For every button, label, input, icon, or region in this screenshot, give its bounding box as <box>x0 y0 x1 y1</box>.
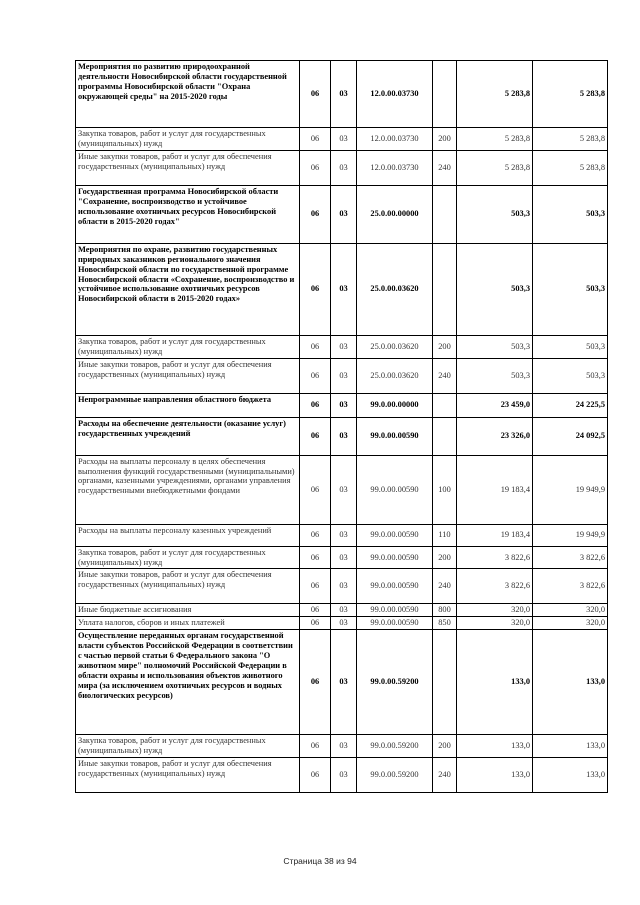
row-rz-cell: 06 <box>300 569 331 604</box>
row-pr-cell: 03 <box>331 758 357 793</box>
row-sum-2024-cell: 5 283,8 <box>533 128 608 151</box>
row-sum-2023-cell: 133,0 <box>457 735 533 758</box>
row-name-cell: Расходы на выплаты персоналу казенных учреждений <box>76 524 300 546</box>
row-name-cell: Закупка товаров, работ и услуг для государственных (муниципальных) нужд <box>76 546 300 569</box>
row-sum-2023-cell: 3 822,6 <box>457 546 533 569</box>
row-vr-cell: 200 <box>433 335 457 358</box>
row-rz-cell: 06 <box>300 546 331 569</box>
table-row <box>76 617 608 630</box>
row-sum-2024-cell: 320,0 <box>533 604 608 617</box>
row-sum-2024-cell: 133,0 <box>533 735 608 758</box>
table-row <box>76 524 608 546</box>
row-name-cell: Расходы на выплаты персоналу в целях обеспечения выполнения функций государственными (муниципальными) органами, казенными учреждениями, органами управления государственными внебюджетными фондами <box>76 455 300 524</box>
row-rz-cell: 06 <box>300 61 331 128</box>
row-sum-2024-cell: 503,3 <box>533 335 608 358</box>
row-csr-cell: 99.0.00.59200 <box>357 758 433 793</box>
row-csr-cell: 12.0.00.03730 <box>357 61 433 128</box>
row-rz-cell: 06 <box>300 150 331 185</box>
table-row <box>76 358 608 393</box>
row-vr-cell: 240 <box>433 358 457 393</box>
row-vr-cell: 800 <box>433 604 457 617</box>
row-vr-cell <box>433 417 457 455</box>
row-sum-2023-cell: 23 459,0 <box>457 393 533 417</box>
row-sum-2023-cell: 503,3 <box>457 335 533 358</box>
row-csr-cell: 12.0.00.03730 <box>357 150 433 185</box>
row-csr-cell: 25.0.00.03620 <box>357 335 433 358</box>
row-vr-cell: 200 <box>433 735 457 758</box>
row-sum-2024-cell: 3 822,6 <box>533 569 608 604</box>
row-name-cell: Иные закупки товаров, работ и услуг для обеспечения государственных (муниципальных) нужд <box>76 150 300 185</box>
row-rz-cell: 06 <box>300 358 331 393</box>
row-name-cell: Иные закупки товаров, работ и услуг для обеспечения государственных (муниципальных) нужд <box>76 758 300 793</box>
row-sum-2023-cell: 23 326,0 <box>457 417 533 455</box>
row-vr-cell: 100 <box>433 455 457 524</box>
row-csr-cell: 99.0.00.00590 <box>357 546 433 569</box>
row-vr-cell <box>433 393 457 417</box>
table-row <box>76 185 608 243</box>
row-sum-2024-cell: 503,3 <box>533 185 608 243</box>
row-name-cell: Иные закупки товаров, работ и услуг для обеспечения государственных (муниципальных) нужд <box>76 358 300 393</box>
row-name-cell: Закупка товаров, работ и услуг для государственных (муниципальных) нужд <box>76 735 300 758</box>
table-row <box>76 735 608 758</box>
row-sum-2024-cell: 19 949,9 <box>533 524 608 546</box>
row-csr-cell: 12.0.00.03730 <box>357 128 433 151</box>
row-rz-cell: 06 <box>300 735 331 758</box>
row-name-cell: Уплата налогов, сборов и иных платежей <box>76 617 300 630</box>
row-pr-cell: 03 <box>331 569 357 604</box>
table-row <box>76 61 608 128</box>
row-sum-2023-cell: 5 283,8 <box>457 128 533 151</box>
row-vr-cell <box>433 630 457 735</box>
row-sum-2024-cell: 5 283,8 <box>533 61 608 128</box>
row-name-cell: Осуществление переданных органам государственной власти субъектов Российской Федерации в соответствии с частью первой статьи 6 Федерального закона "О животном мире" полномочий Российской Федерации в области охраны и использования объектов животного мира (за исключением охотничьих ресурсов и водных биологических ресурсов) <box>76 630 300 735</box>
table-row <box>76 393 608 417</box>
row-rz-cell: 06 <box>300 455 331 524</box>
row-name-cell: Мероприятия по развитию природоохранной деятельности Новосибирской области государственной программы Новосибирской области "Охрана окружающей среды" на 2015-2020 годы <box>76 61 300 128</box>
table-body <box>76 61 608 793</box>
row-csr-cell: 25.0.00.00000 <box>357 185 433 243</box>
row-pr-cell: 03 <box>331 358 357 393</box>
row-csr-cell: 99.0.00.00000 <box>357 393 433 417</box>
page-number: Страница 38 из 94 <box>283 856 357 866</box>
row-pr-cell: 03 <box>331 617 357 630</box>
table-row <box>76 243 608 335</box>
table-row <box>76 569 608 604</box>
table-row <box>76 758 608 793</box>
table-row <box>76 604 608 617</box>
row-sum-2023-cell: 5 283,8 <box>457 150 533 185</box>
row-csr-cell: 99.0.00.59200 <box>357 630 433 735</box>
row-name-cell: Закупка товаров, работ и услуг для государственных (муниципальных) нужд <box>76 128 300 151</box>
row-csr-cell: 99.0.00.00590 <box>357 524 433 546</box>
row-pr-cell: 03 <box>331 185 357 243</box>
row-sum-2023-cell: 133,0 <box>457 758 533 793</box>
budget-table <box>75 60 608 793</box>
row-name-cell: Мероприятия по охране, развитию государственных природных заказников регионального значения Новосибирской области по государственной программе Новосибирской области «Сохранение, воспроизводство и устойчивое использование охотничьих ресурсов Новосибирской области в 2015-2020 годах» <box>76 243 300 335</box>
row-csr-cell: 99.0.00.00590 <box>357 455 433 524</box>
row-sum-2023-cell: 3 822,6 <box>457 569 533 604</box>
table-row <box>76 455 608 524</box>
row-sum-2023-cell: 503,3 <box>457 243 533 335</box>
row-sum-2023-cell: 320,0 <box>457 617 533 630</box>
row-vr-cell <box>433 185 457 243</box>
row-pr-cell: 03 <box>331 455 357 524</box>
row-csr-cell: 25.0.00.03620 <box>357 358 433 393</box>
row-rz-cell: 06 <box>300 617 331 630</box>
row-vr-cell: 200 <box>433 546 457 569</box>
row-vr-cell: 200 <box>433 128 457 151</box>
row-name-cell: Расходы на обеспечение деятельности (оказание услуг) государственных учреждений <box>76 417 300 455</box>
row-sum-2023-cell: 19 183,4 <box>457 455 533 524</box>
row-sum-2024-cell: 503,3 <box>533 243 608 335</box>
row-rz-cell: 06 <box>300 335 331 358</box>
row-csr-cell: 99.0.00.59200 <box>357 735 433 758</box>
row-sum-2024-cell: 3 822,6 <box>533 546 608 569</box>
row-name-cell: Непрограммные направления областного бюджета <box>76 393 300 417</box>
row-pr-cell: 03 <box>331 61 357 128</box>
row-vr-cell: 110 <box>433 524 457 546</box>
row-sum-2023-cell: 503,3 <box>457 358 533 393</box>
row-vr-cell: 850 <box>433 617 457 630</box>
row-vr-cell <box>433 243 457 335</box>
row-csr-cell: 25.0.00.03620 <box>357 243 433 335</box>
row-csr-cell: 99.0.00.00590 <box>357 569 433 604</box>
row-sum-2024-cell: 5 283,8 <box>533 150 608 185</box>
row-rz-cell: 06 <box>300 243 331 335</box>
row-rz-cell: 06 <box>300 185 331 243</box>
row-sum-2023-cell: 19 183,4 <box>457 524 533 546</box>
table-row <box>76 630 608 735</box>
table-row <box>76 128 608 151</box>
row-sum-2024-cell: 133,0 <box>533 630 608 735</box>
table-row <box>76 417 608 455</box>
row-rz-cell: 06 <box>300 128 331 151</box>
row-name-cell: Иные бюджетные ассигнования <box>76 604 300 617</box>
table-row <box>76 546 608 569</box>
row-sum-2024-cell: 503,3 <box>533 358 608 393</box>
row-sum-2024-cell: 19 949,9 <box>533 455 608 524</box>
row-pr-cell: 03 <box>331 417 357 455</box>
row-sum-2024-cell: 24 225,5 <box>533 393 608 417</box>
row-rz-cell: 06 <box>300 393 331 417</box>
row-csr-cell: 99.0.00.00590 <box>357 604 433 617</box>
row-name-cell: Закупка товаров, работ и услуг для государственных (муниципальных) нужд <box>76 335 300 358</box>
row-pr-cell: 03 <box>331 243 357 335</box>
row-vr-cell: 240 <box>433 150 457 185</box>
row-sum-2023-cell: 503,3 <box>457 185 533 243</box>
table-row <box>76 335 608 358</box>
row-rz-cell: 06 <box>300 417 331 455</box>
row-rz-cell: 06 <box>300 758 331 793</box>
row-sum-2023-cell: 5 283,8 <box>457 61 533 128</box>
row-pr-cell: 03 <box>331 630 357 735</box>
row-vr-cell <box>433 61 457 128</box>
row-pr-cell: 03 <box>331 335 357 358</box>
row-sum-2023-cell: 133,0 <box>457 630 533 735</box>
row-csr-cell: 99.0.00.00590 <box>357 617 433 630</box>
row-vr-cell: 240 <box>433 569 457 604</box>
row-csr-cell: 99.0.00.00590 <box>357 417 433 455</box>
row-name-cell: Государственная программа Новосибирской области "Сохранение, воспроизводство и устойчивое использование охотничьих ресурсов Новосибирской области в 2015-2020 годах" <box>76 185 300 243</box>
row-pr-cell: 03 <box>331 393 357 417</box>
row-rz-cell: 06 <box>300 524 331 546</box>
row-name-cell: Иные закупки товаров, работ и услуг для обеспечения государственных (муниципальных) нужд <box>76 569 300 604</box>
row-sum-2024-cell: 133,0 <box>533 758 608 793</box>
row-pr-cell: 03 <box>331 735 357 758</box>
row-rz-cell: 06 <box>300 630 331 735</box>
row-rz-cell: 06 <box>300 604 331 617</box>
row-pr-cell: 03 <box>331 524 357 546</box>
row-vr-cell: 240 <box>433 758 457 793</box>
table-row <box>76 150 608 185</box>
row-sum-2024-cell: 320,0 <box>533 617 608 630</box>
row-sum-2023-cell: 320,0 <box>457 604 533 617</box>
row-pr-cell: 03 <box>331 128 357 151</box>
row-pr-cell: 03 <box>331 546 357 569</box>
row-pr-cell: 03 <box>331 604 357 617</box>
row-pr-cell: 03 <box>331 150 357 185</box>
row-sum-2024-cell: 24 092,5 <box>533 417 608 455</box>
